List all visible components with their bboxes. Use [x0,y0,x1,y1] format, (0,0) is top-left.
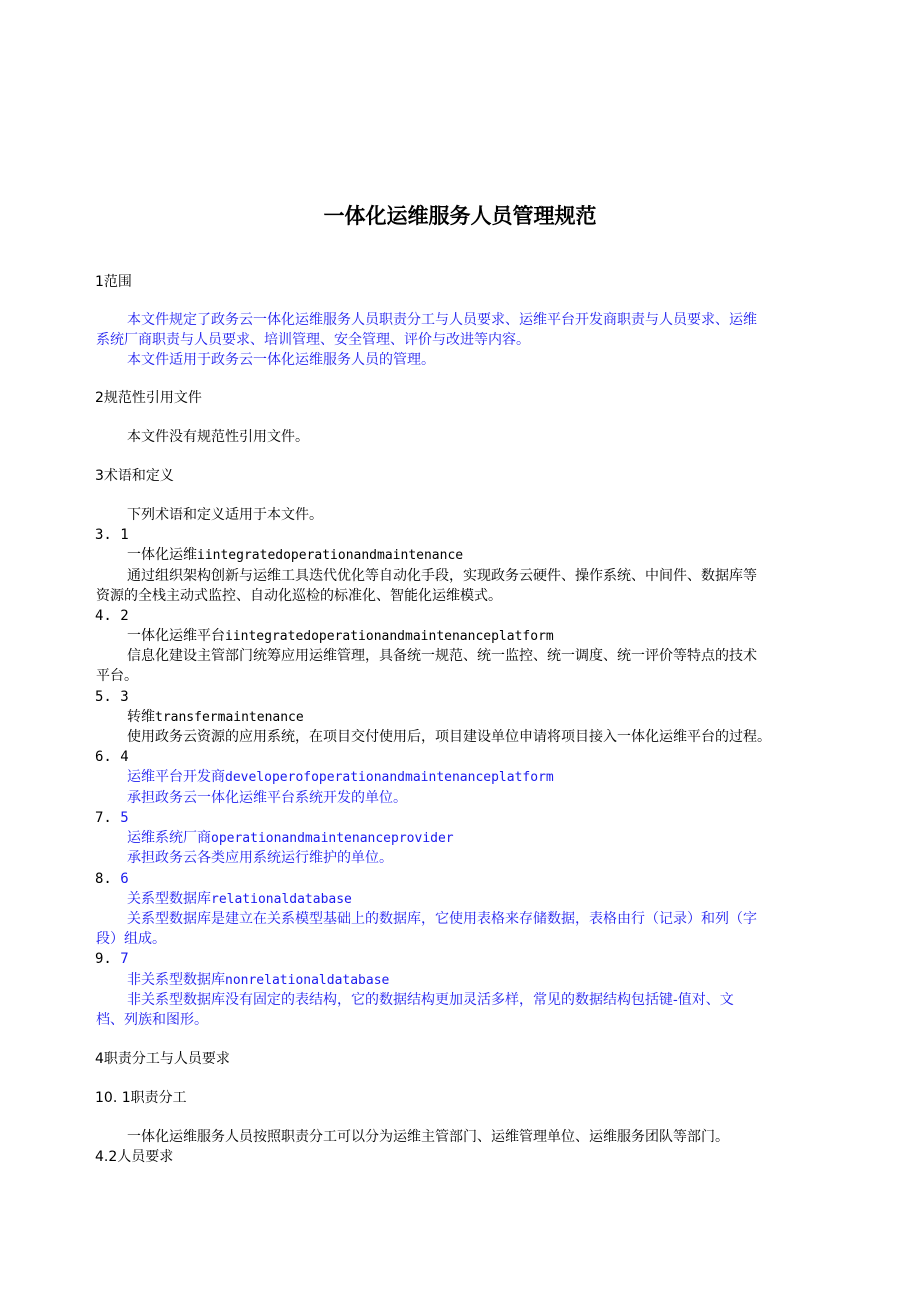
references-paragraph: 本文件没有规范性引用文件。 [127,429,309,445]
scope-paragraph-line-1: 本文件规定了政务云一体化运维服务人员职责分工与人员要求、运维平台开发商职责与人员要求、运维 [127,312,757,328]
section-4-heading: 4职责分工与人员要求 [95,1051,230,1067]
term-2-definition-line-2: 平台。 [96,668,138,684]
term-3-en: transfermaintenance [155,710,304,725]
term-1-en: iintegratedoperationandmaintenance [197,548,464,563]
term-5-name [127,828,454,849]
terms-intro: 下列术语和定义适用于本文件。 [127,507,323,523]
term-7-cn: 非关系型数据库 [127,972,225,988]
term-5-number-prefix: 7. [95,810,121,826]
section-3-heading: 3术语和定义 [95,468,174,484]
term-1-definition-line-1: 通过组织架构创新与运维工具迭代优化等自动化手段，实现政务云硬件、操作系统、中间件、数据库等 [127,568,757,584]
term-2-en: iintegratedoperationandmaintenanceplatform [225,629,554,644]
subsection-4-1-heading: 10. 1职责分工 [95,1090,187,1106]
term-3-cn: 转维 [127,709,155,725]
section-1-heading: 1范围 [95,274,132,290]
term-2-cn: 一体化运维平台 [127,628,225,644]
scope-paragraph-line-2: 系统厂商职责与人员要求、培训管理、安全管理、评价与改进等内容。 [96,332,530,348]
term-3-definition: 使用政务云资源的应用系统，在项目交付使用后，项目建设单位申请将项目接入一体化运维平台的过程。 [127,729,771,745]
term-7-number-prefix: 9. [95,951,121,967]
term-7-number-suffix: 7 [120,951,129,967]
term-5-number [95,808,129,828]
term-6-en: relationaldatabase [211,892,352,907]
term-2-definition-line-1: 信息化建设主管部门统筹应用运维管理，具备统一规范、统一监控、统一调度、统一评价等特点的技术 [127,648,757,664]
term-7-en: nonrelationaldatabase [225,973,390,988]
term-7-number [95,949,129,969]
scope-applicability: 本文件适用于政务云一体化运维服务人员的管理。 [127,352,435,368]
term-4-number: 6. 4 [95,749,129,765]
term-5-number-suffix: 5 [120,810,129,826]
term-6-cn: 关系型数据库 [127,891,211,907]
document-title: 一体化运维服务人员管理规范 [323,204,597,228]
term-1-definition-line-2: 资源的全栈主动式监控、自动化巡检的标准化、智能化运维模式。 [96,588,502,604]
term-4-cn: 运维平台开发商 [127,769,225,785]
term-6-name [127,889,352,910]
term-6-number-prefix: 8. [95,871,121,887]
term-2-name [127,626,554,647]
term-6-definition-line-2: 段）组成。 [96,931,166,947]
responsibilities-paragraph: 一体化运维服务人员按照职责分工可以分为运维主管部门、运维管理单位、运维服务团队等部门。 [127,1129,729,1145]
term-4-en: developerofoperationandmaintenanceplatform [225,770,554,785]
term-1-number: 3. 1 [95,527,129,543]
term-5-definition: 承担政务云各类应用系统运行维护的单位。 [127,850,393,866]
term-6-definition-line-1: 关系型数据库是建立在关系模型基础上的数据库，它使用表格来存储数据，表格由行（记录）和列（字 [127,911,757,927]
term-1-cn: 一体化运维 [127,547,197,563]
section-2-heading: 2规范性引用文件 [95,390,202,406]
term-7-name [127,970,389,991]
term-7-definition-line-2: 档、列族和图形。 [96,1012,208,1028]
term-3-number: 5. 3 [95,689,129,705]
term-5-cn: 运维系统厂商 [127,830,211,846]
term-5-en: operationandmaintenanceprovider [211,831,454,846]
term-3-name [127,707,304,728]
term-4-name [127,767,554,788]
term-6-number [95,869,129,889]
term-6-number-suffix: 6 [120,871,129,887]
term-1-name [127,545,463,566]
subsection-4-2-heading: 4.2人员要求 [95,1149,174,1165]
term-4-definition: 承担政务云一体化运维平台系统开发的单位。 [127,790,407,806]
term-2-number: 4. 2 [95,608,129,624]
term-7-definition-line-1: 非关系型数据库没有固定的表结构，它的数据结构更加灵活多样，常见的数据结构包括键-值对、文 [127,992,734,1008]
